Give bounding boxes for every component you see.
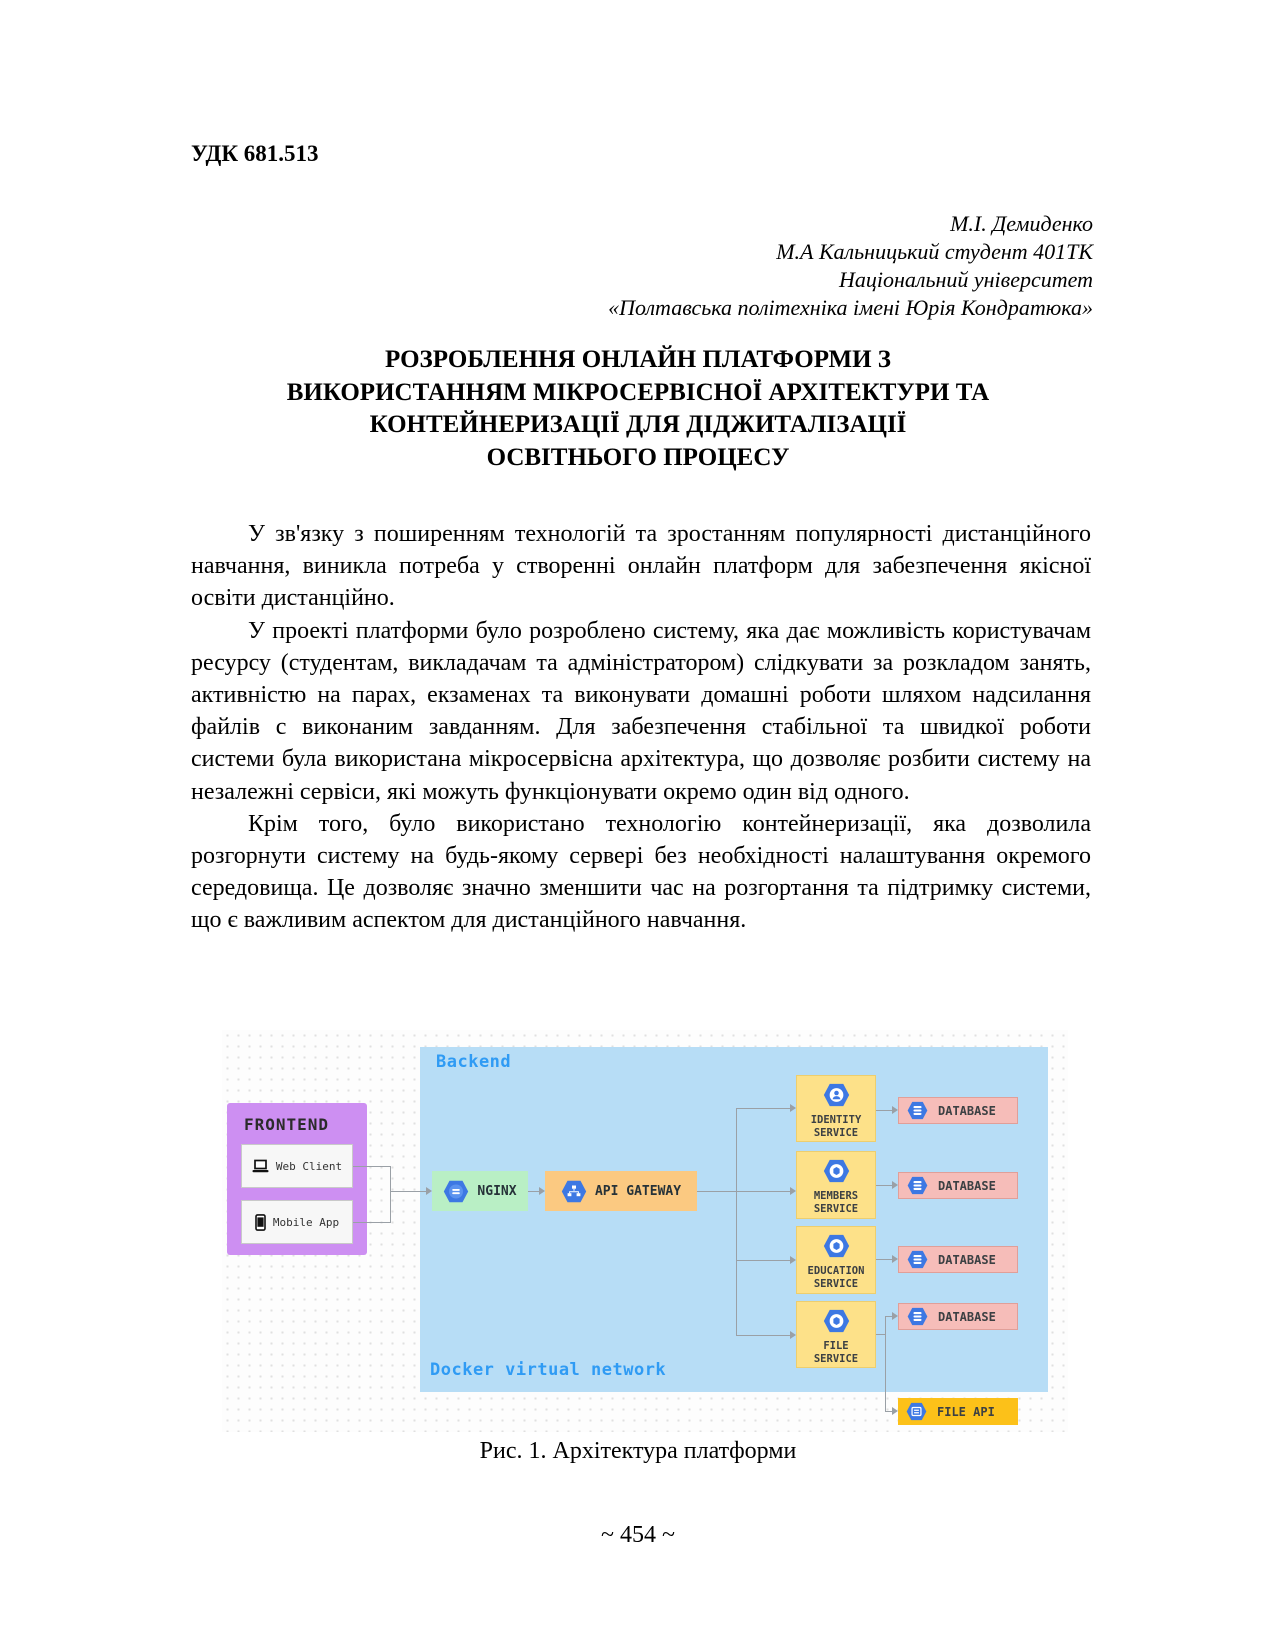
figure-caption: Рис. 1. Архітектура платформи [479,1438,797,1464]
author-line: М.А Кальницький студент 401ТК [776,239,1093,264]
page-number: ~ 454 ~ [601,1522,675,1548]
database-label: DATABASE [938,1103,996,1118]
author-line: «Полтавська політехніка імені Юрія Кондратюка» [608,295,1093,320]
backend-zone-label: Backend [436,1052,512,1072]
nginx-icon [443,1180,469,1203]
arrowhead [790,1256,796,1264]
web-client-label: Web Client [275,1159,343,1173]
nginx-label: NGINX [477,1183,517,1199]
title-line: КОНТЕЙНЕРИЗАЦІЇ ДЛЯ ДІДЖИТАЛІЗАЦІЇ [369,411,907,438]
file-api-node [898,1398,1018,1425]
title-line: РОЗРОБЛЕННЯ ОНЛАЙН ПЛАТФОРМИ З [384,346,892,373]
paragraph: У проекті платформи було розроблено систему, яка дає можливість користувачам ресурсу (студентам, викладачам та адміністратором) слідкувати за розкладом занять, активністю на парах, екзаменах та виконувати домашні роботи шляхом надсилання файлів с виконаним завданням. Для забезпечення стабільної та швидкої роботи системи була використана мікросервісна архітектура, що дозволяє розбити систему на незалежні сервіси, які можуть функціонувати окремо один від одного. [191,617,1091,805]
paragraph: Крім того, було використано технологію контейнеризації, яка дозволила розгорнути систему на будь-якому сервері без необхідності налаштування окремого середовища. Це дозволяє значно зменшити час на розгортання та підтримку системи, що є важливим аспектом для дистанційного навчання. [191,810,1091,934]
education-service-node [796,1226,876,1294]
database-icon [907,1307,928,1326]
service-label-line1: FILE [823,1340,849,1352]
author-line: Національний університет [838,267,1093,292]
arrowhead [790,1187,796,1195]
connector-line [390,1166,391,1223]
service-label-line2: SERVICE [813,1278,859,1290]
connector-line [876,1185,892,1186]
file-api-icon [906,1402,927,1421]
members-service-node [796,1151,876,1219]
udc-code: УДК 681.513 [191,141,319,166]
connector-line [736,1335,790,1336]
arrowhead [892,1106,898,1114]
file-service-icon [823,1309,850,1333]
database-label: DATABASE [938,1252,996,1267]
file-api-label: FILE API [937,1404,995,1419]
title-line: ВИКОРИСТАННЯМ МІКРОСЕРВІСНОЇ АРХІТЕКТУРИ ТА [286,378,990,406]
arrowhead [790,1104,796,1112]
connector-line [876,1110,892,1111]
architecture-diagram [222,1030,1068,1432]
connector-line [736,1108,790,1109]
arrowhead [426,1187,432,1195]
connector-line [353,1166,390,1167]
connector-line [697,1191,790,1192]
arrowhead [892,1181,898,1189]
arrowhead [892,1255,898,1263]
database-node [898,1097,1018,1124]
education-service-icon [823,1234,850,1258]
api-gateway-icon [561,1180,587,1203]
database-node [898,1246,1018,1273]
connector-line [885,1316,886,1412]
body-text [191,518,1091,937]
web-client-node [241,1144,353,1188]
connector-line [885,1316,892,1317]
frontend-zone-label: FRONTEND [244,1115,330,1134]
connector-line [885,1411,892,1412]
frontend-zone [227,1103,367,1255]
database-node [898,1172,1018,1199]
mobile-app-label: Mobile App [272,1215,340,1229]
connector-line [353,1222,390,1223]
connector-line [876,1334,885,1335]
arrowhead [790,1331,796,1339]
database-node [898,1303,1018,1330]
service-label-line1: EDUCATION [807,1265,865,1277]
database-icon [907,1176,928,1195]
connector-line [528,1191,539,1192]
service-label-line1: MEMBERS [813,1190,859,1202]
arrowhead [892,1312,898,1320]
service-label-line1: IDENTITY [810,1114,862,1126]
file-service-node [796,1301,876,1368]
identity-service-icon [823,1083,850,1107]
docker-network-label: Docker virtual network [430,1360,667,1380]
title-line: ОСВІТНЬОГО ПРОЦЕСУ [486,443,790,471]
laptop-icon [252,1159,269,1173]
identity-service-node [796,1075,876,1142]
connector-line [736,1108,737,1335]
service-label-line2: SERVICE [813,1127,859,1139]
paragraph: У зв'язку з поширенням технологій та зростанням популярності дистанційного навчання, виникла потреба у створенні онлайн платформ для забезпечення якісної освіти дистанційно. [191,521,1091,612]
connector-line [736,1260,790,1261]
service-label-line2: SERVICE [813,1353,859,1365]
connector-line [390,1191,426,1192]
database-icon [907,1250,928,1269]
connector-line [876,1259,892,1260]
service-label-line2: SERVICE [813,1203,859,1215]
database-icon [907,1101,928,1120]
author-line: М.І. Демиденко [950,211,1093,236]
arrowhead [539,1187,545,1195]
database-label: DATABASE [938,1309,996,1324]
phone-icon [255,1214,266,1231]
api-gateway-node [545,1171,697,1211]
paper-title [188,344,1088,474]
database-label: DATABASE [938,1178,996,1193]
author-block [608,210,1093,322]
nginx-node [432,1171,528,1211]
mobile-app-node [241,1200,353,1244]
members-service-icon [823,1159,850,1183]
arrowhead [892,1407,898,1415]
api-gateway-label: API GATEWAY [594,1183,682,1199]
